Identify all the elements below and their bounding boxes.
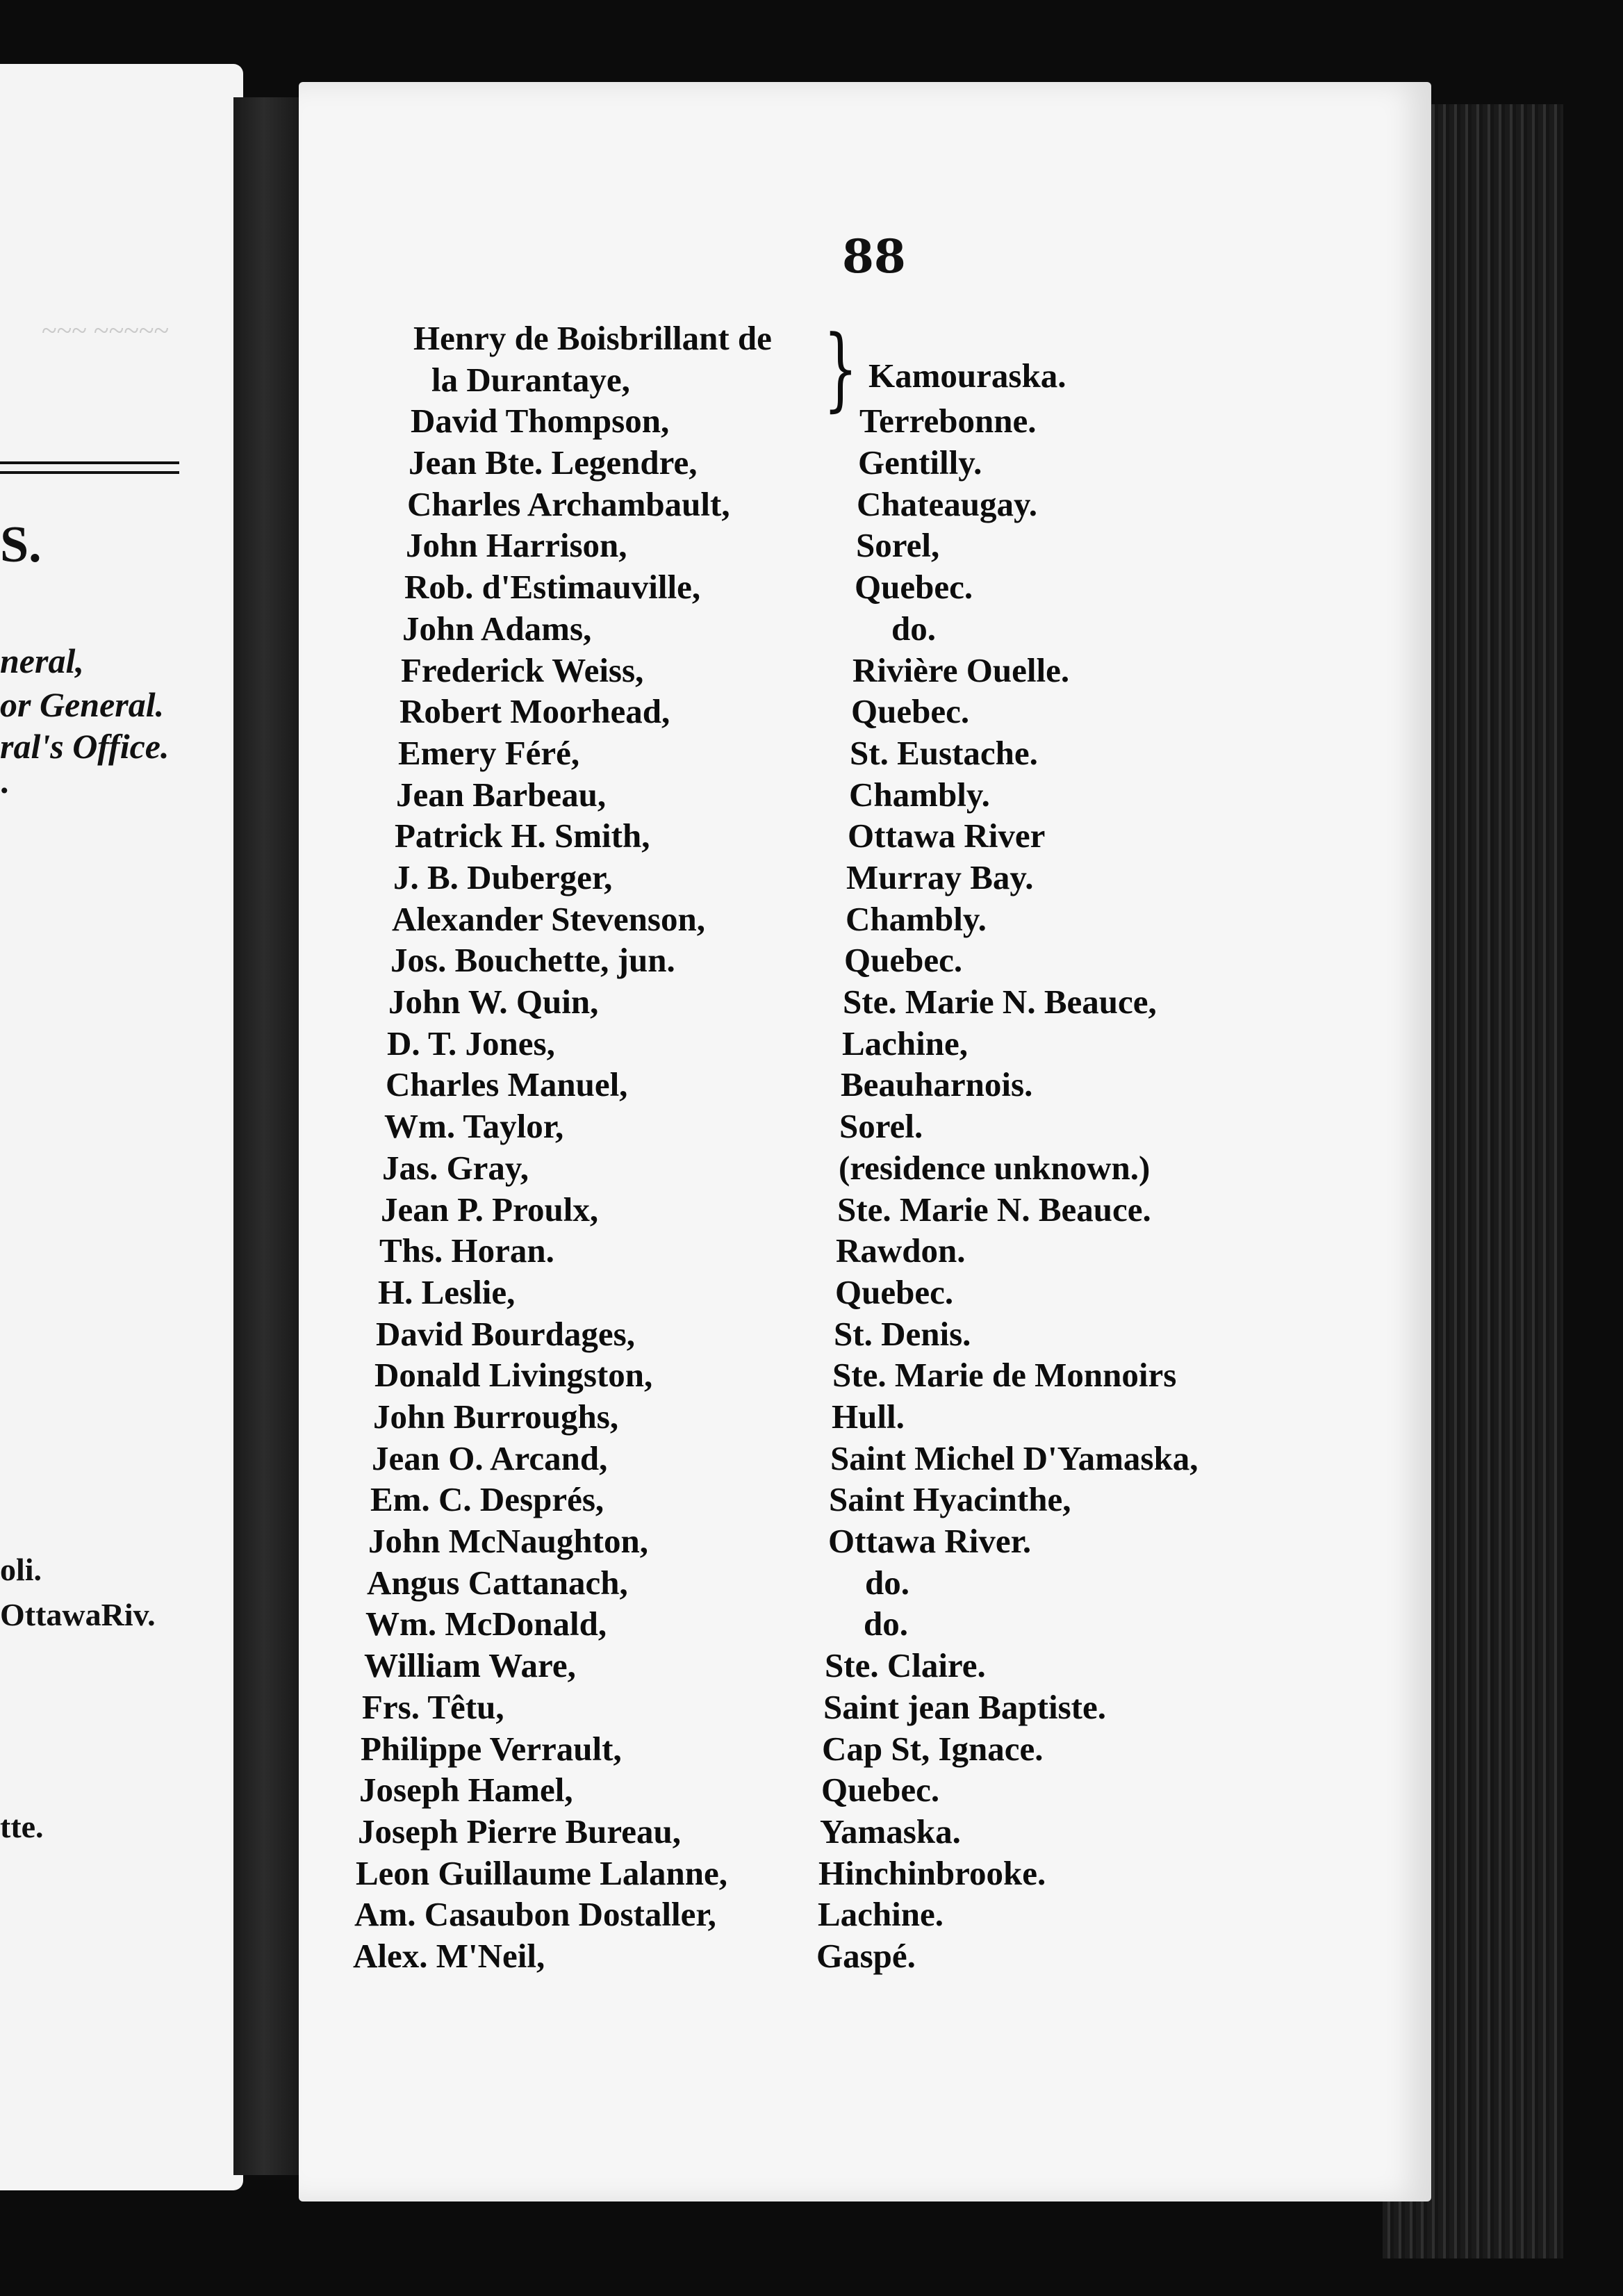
entry-name: Leon Guillaume Lalanne,: [356, 1854, 728, 1892]
entry-name: Wm. Taylor,: [384, 1107, 564, 1145]
entry-place: (residence unknown.): [839, 1149, 1151, 1187]
entry-place: Quebec.: [835, 1273, 954, 1311]
entry-place: St. Eustache.: [850, 734, 1038, 772]
entry-place: Chateaugay.: [857, 485, 1038, 523]
entry-name: Am. Casaubon Dostaller,: [354, 1895, 716, 1933]
entry-name: John Adams,: [402, 609, 592, 648]
entry-name: Robert Moorhead,: [399, 692, 670, 730]
entry-place: Gentilly.: [858, 443, 982, 482]
entry-name: H. Leslie,: [378, 1273, 516, 1311]
entry-place: Murray Bay.: [846, 858, 1034, 896]
entry-name: John W. Quin,: [388, 983, 599, 1021]
entry-name: John Burroughs,: [373, 1397, 619, 1436]
entry-name: Charles Archambault,: [407, 485, 730, 523]
entry-name: David Thompson,: [411, 402, 670, 440]
entry-place: Quebec.: [851, 692, 970, 730]
entry-place: do.: [865, 1564, 910, 1602]
entry-name: Em. C. Després,: [370, 1480, 604, 1518]
entry-name: Jean O. Arcand,: [372, 1439, 608, 1477]
entry-name: Angus Cattanach,: [367, 1564, 628, 1602]
entry-name: Henry de Boisbrillant de: [413, 319, 772, 357]
entry-place: Ste. Marie N. Beauce.: [837, 1190, 1151, 1229]
entry-name: Jean Barbeau,: [396, 776, 607, 814]
entry-place: Hinchinbrooke.: [818, 1854, 1046, 1892]
entry-place: do.: [891, 609, 937, 648]
entry-place: Terrebonne.: [859, 402, 1037, 440]
left-fragment: tte.: [0, 1809, 44, 1844]
entry-place: Saint Michel D'Yamaska,: [830, 1439, 1198, 1477]
brace-symbol: }: [823, 315, 858, 421]
entry-name: Alexander Stevenson,: [392, 900, 706, 938]
entry-name: Rob. d'Estimauville,: [404, 568, 701, 606]
entry-name: Wm. McDonald,: [365, 1605, 607, 1643]
entry-place: Ottawa River.: [828, 1522, 1032, 1560]
entry-name: Jos. Bouchette, jun.: [390, 941, 675, 979]
entry-name: Donald Livingston,: [374, 1356, 653, 1394]
left-fragment: OttawaRiv.: [0, 1597, 156, 1632]
entry-name: Jean P. Proulx,: [381, 1190, 599, 1229]
entry-name: Philippe Verrault,: [361, 1730, 622, 1768]
entry-place: Beauharnois.: [841, 1065, 1033, 1104]
left-facing-page: [0, 64, 243, 2190]
entry-name: John Harrison,: [406, 526, 627, 564]
entry-name: Emery Féré,: [398, 734, 580, 772]
left-page-rule: [0, 461, 179, 474]
entry-place: Gaspé.: [816, 1937, 916, 1975]
entry-place: St. Denis.: [834, 1315, 971, 1353]
entry-place: Ste. Marie N. Beauce,: [843, 983, 1157, 1021]
entry-name: Charles Manuel,: [386, 1065, 628, 1104]
entry-place: Rawdon.: [836, 1231, 966, 1270]
entry-place: Quebec.: [855, 568, 973, 606]
entry-place: Chambly.: [846, 900, 987, 938]
entry-place-brace: Kamouraska.: [868, 356, 1066, 395]
bleed-through-text: ~~~ ~~~~~: [42, 315, 170, 346]
entry-name: J. B. Duberger,: [393, 858, 613, 896]
entry-place: Cap St, Ignace.: [822, 1730, 1044, 1768]
entry-place: Ottawa River: [848, 817, 1046, 855]
entry-name: Jas. Gray,: [382, 1149, 529, 1187]
entry-place: Hull.: [832, 1397, 905, 1436]
entry-name: Frederick Weiss,: [401, 651, 644, 689]
entry-place: Ste. Marie de Monnoirs: [832, 1356, 1177, 1394]
entry-place: Saint jean Baptiste.: [823, 1688, 1107, 1726]
entry-name: Alex. M'Neil,: [353, 1937, 545, 1975]
entry-place: Sorel.: [839, 1107, 923, 1145]
entry-name: Ths. Horan.: [379, 1231, 554, 1270]
entry-place: Sorel,: [856, 526, 940, 564]
left-fragment: oli.: [0, 1552, 42, 1587]
entry-name: Joseph Pierre Bureau,: [358, 1812, 682, 1851]
entry-place: Quebec.: [821, 1771, 940, 1809]
entry-name: Joseph Hamel,: [359, 1771, 573, 1809]
entry-name: Patrick H. Smith,: [395, 817, 650, 855]
entry-place: Quebec.: [844, 941, 963, 979]
entry-place: Ste. Claire.: [825, 1646, 986, 1684]
entry-place: Chambly.: [849, 776, 990, 814]
entry-place: Lachine.: [818, 1895, 944, 1933]
left-fragment: ral's Office.: [0, 727, 170, 766]
entry-place: Lachine,: [842, 1024, 969, 1063]
entry-name: William Ware,: [364, 1646, 576, 1684]
entry-name: D. T. Jones,: [387, 1024, 555, 1063]
entry-name: Jean Bte. Legendre,: [409, 443, 698, 482]
entry-name: Frs. Têtu,: [362, 1688, 504, 1726]
left-fragment-heading: S.: [0, 516, 42, 573]
entry-name: la Durantaye,: [431, 361, 630, 399]
entry-place: Yamaska.: [820, 1812, 961, 1851]
entry-place: do.: [864, 1605, 909, 1643]
left-fragment: or General.: [0, 685, 165, 724]
entry-name: John McNaughton,: [368, 1522, 648, 1560]
page-number: 88: [842, 229, 906, 284]
entry-place: Rivière Ouelle.: [852, 651, 1070, 689]
left-fragment: .: [0, 762, 9, 801]
entry-place: Saint Hyacinthe,: [829, 1480, 1071, 1518]
left-fragment: neral,: [0, 641, 84, 680]
entry-name: David Bourdages,: [376, 1315, 636, 1353]
